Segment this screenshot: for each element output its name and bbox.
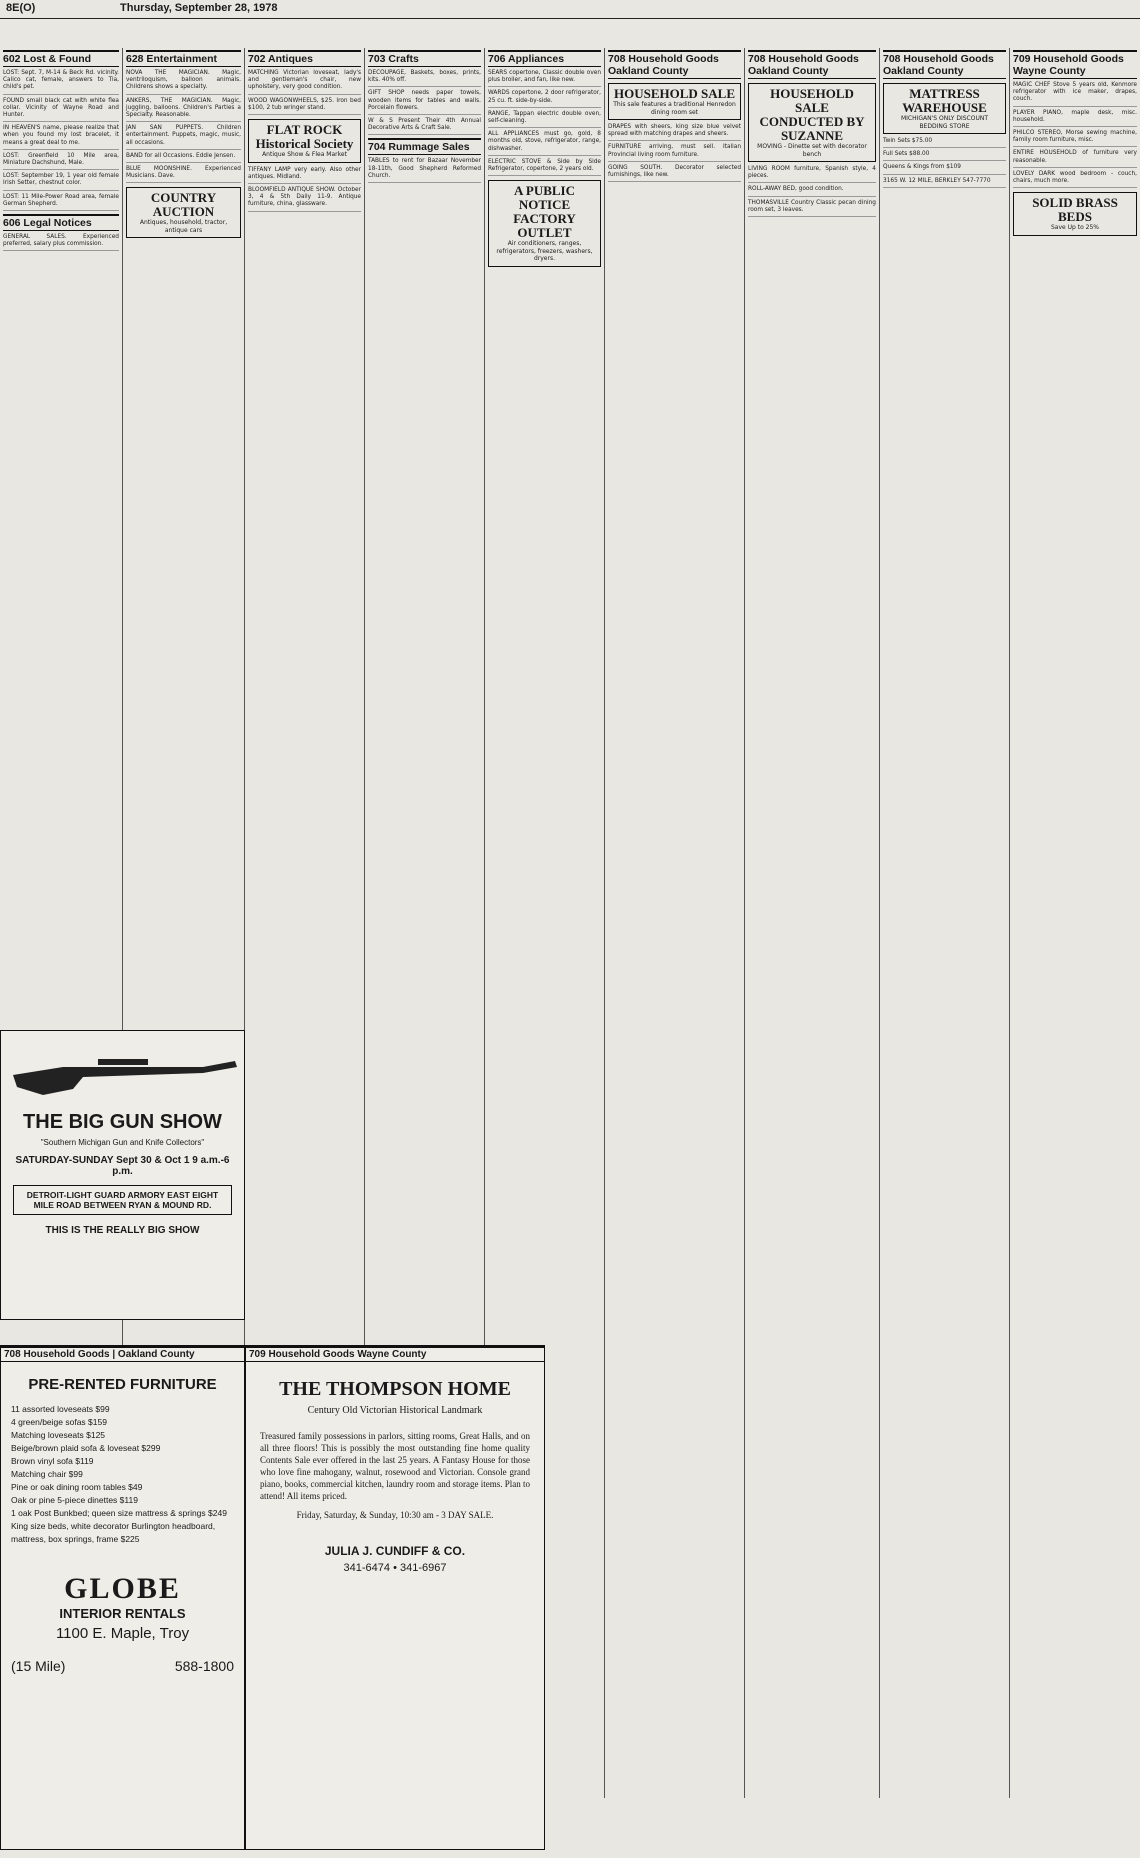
classified-ad: TABLES to rent for Bazaar November 18-11th, Good Shepherd Reformed Church. xyxy=(368,158,481,183)
display-ad-line: Antiques, household, tractor, antique cars xyxy=(139,219,228,234)
display-ad-line: Save Up to 25% xyxy=(1050,224,1099,232)
globe-phone: 588-1800 xyxy=(174,1658,234,1674)
classified-ad: PLAYER PIANO, maple desk, misc. household. xyxy=(1013,110,1137,127)
display-ad-title: FLAT ROCK Historical Society xyxy=(255,122,354,152)
gun-show-location: DETROIT-LIGHT GUARD ARMORY EAST EIGHT MILE ROAD BETWEEN RYAN & MOUND RD. xyxy=(13,1185,232,1215)
classified-ad: FOUND small black cat with white flea collar. Vicinity of Wayne Road and Hunter. xyxy=(3,98,119,123)
classified-ad: Full Sets $88.00 xyxy=(883,151,1006,161)
section-header: 708 Household Goods | Oakland County xyxy=(1,1346,244,1362)
section-header: 708 Household Goods Oakland County xyxy=(883,50,1006,79)
thompson-phones: 341-6474 • 341-6967 xyxy=(343,1562,447,1574)
section-header: 628 Entertainment xyxy=(126,50,241,67)
classified-ad: W & S Present Their 4th Annual Decorative Arts & Craft Sale. xyxy=(368,118,481,135)
column-household-wayne xyxy=(1010,48,1140,1798)
price-item: Pine or oak dining room tables $49 xyxy=(11,1482,143,1492)
price-item: Oak or pine 5-piece dinettes $119 xyxy=(11,1495,138,1505)
price-item: Brown vinyl sofa $119 xyxy=(11,1456,94,1466)
display-ad-title: SOLID BRASS BEDS xyxy=(1032,195,1118,225)
price-item: Matching loveseats $125 xyxy=(11,1430,106,1440)
price-item: Beige/brown plaid sofa & loveseat $299 xyxy=(11,1443,161,1453)
display-ad-title: A PUBLIC NOTICE FACTORY OUTLET xyxy=(513,183,576,241)
thompson-subtitle: Century Old Victorian Historical Landmark xyxy=(307,1405,483,1416)
classified-ad: JAN SAN PUPPETS. Children entertainment. Puppets, magic, music, all occasions. xyxy=(126,125,241,150)
section-header: 704 Rummage Sales xyxy=(368,138,481,155)
globe-price-list xyxy=(1,1403,244,1546)
classified-ad: BLOOMFIELD ANTIQUE SHOW. October 3, 4 & 5th Daily 11-9. Antique furniture, china, glassware. xyxy=(248,187,361,212)
section-header: 708 Household Goods Oakland County xyxy=(748,50,876,79)
classified-ad: DECOUPAGE, Baskets, boxes, prints, kits. 40% off. xyxy=(368,70,481,87)
section-header: 702 Antiques xyxy=(248,50,361,67)
thompson-dates: Friday, Saturday, & Sunday, 10:30 am - 3 DAY SALE. xyxy=(296,1510,494,1520)
column-household-oakland-2 xyxy=(745,48,880,1798)
display-ad-box xyxy=(608,83,741,120)
classified-ad: NOVA THE MAGICIAN. Magic, ventriloquism, balloon animals. Childrens shows a specialty. xyxy=(126,70,241,95)
globe-address: 1100 E. Maple, Troy xyxy=(55,1625,190,1642)
display-ad-box xyxy=(248,119,361,163)
classified-ad: THOMASVILLE Country Classic pecan dining room set, 3 leaves. xyxy=(748,200,876,217)
classified-ad: 3165 W. 12 MILE, BERKLEY 547-7770 xyxy=(883,178,1006,188)
classified-ad: RANGE, Tappan electric double oven, self-cleaning. xyxy=(488,111,601,128)
classified-ad: LOST: Sept. 7, M-14 & Beck Rd. vicinity. Calico cat, female, answers to Tia, child's pet. xyxy=(3,70,119,95)
classified-ad: MAGIC CHEF Stove 5 years old, Kenmore refrigerator with ice maker, drapes, couch. xyxy=(1013,82,1137,107)
display-ad-box xyxy=(488,180,601,267)
classified-ad: MATCHING Victorian loveseat, lady's and gentleman's chair, new upholstery, very good condition. xyxy=(248,70,361,95)
display-ad-title: COUNTRY AUCTION xyxy=(150,190,217,220)
classified-ad: LOST: 11 Mile-Power Road area, female German Shepherd. xyxy=(3,194,119,211)
globe-name: GLOBE xyxy=(64,1572,181,1605)
display-ad-box xyxy=(883,83,1006,134)
rifle-icon xyxy=(3,1037,243,1107)
classified-ad: ELECTRIC STOVE & Side by Side Refrigerator, copertone, 2 years old. xyxy=(488,159,601,176)
globe-title: PRE-RENTED FURNITURE xyxy=(28,1376,217,1393)
classified-ad: ENTIRE HOUSEHOLD of furniture very reasonable. xyxy=(1013,150,1137,167)
edition-label: 8E(O) xyxy=(6,2,36,14)
display-ad-line: MICHIGAN'S ONLY DISCOUNT BEDDING STORE xyxy=(900,115,988,130)
display-ad-box xyxy=(1013,192,1137,236)
issue-date: Thursday, September 28, 1978 xyxy=(120,2,278,14)
classified-ad: LOST: Greenfield 10 Mile area, Miniature Dachshund, Male. xyxy=(3,153,119,170)
gun-show-title: THE BIG GUN SHOW xyxy=(23,1111,222,1133)
classified-ad: ANKERS, THE MAGICIAN. Magic, juggling, balloons. Children's Parties a Specialty. Reasonable. xyxy=(126,98,241,123)
section-header: 706 Appliances xyxy=(488,50,601,67)
classified-ad: GOING SOUTH. Decorator selected furnishings, like new. xyxy=(608,165,741,182)
display-ad-title: MATTRESS WAREHOUSE xyxy=(902,86,987,115)
thompson-home-ad xyxy=(245,1345,545,1850)
classified-ad: GENERAL SALES. Experienced preferred, salary plus commission. xyxy=(3,234,119,251)
section-header: 703 Crafts xyxy=(368,50,481,67)
column-household-oakland-1 xyxy=(605,48,745,1798)
gun-show-ad xyxy=(0,1030,245,1320)
price-item: Matching chair $99 xyxy=(11,1469,83,1479)
classified-ad: WOOD WAGONWHEELS, $25. Iron bed $100, 2 tub wringer stand. xyxy=(248,98,361,115)
classified-ad: LIVING ROOM furniture, Spanish style, 4 pieces. xyxy=(748,166,876,183)
classified-ad: BAND for all Occasions. Eddie Jensen. xyxy=(126,153,241,163)
display-ad-line: Air conditioners, ranges, refrigerators, freezers, washers, dryers. xyxy=(496,240,593,263)
display-ad-title: HOUSEHOLD SALE xyxy=(613,86,735,101)
thompson-body: Treasured family possessions in parlors, sitting rooms, Great Halls, and on all three floors! This is possibly the most outstanding fine home quality Contents Sale ever offered in the last 25 years. A Fantasy House for those who love fine mahogany, walnut, rosewood and Victorian. Console grand piano, books, commercial kitchen, laundry room and storage items. Plan to attend! All items priced. xyxy=(260,1431,530,1501)
thompson-agent: JULIA J. CUNDIFF & CO. xyxy=(324,1544,466,1558)
thompson-title: THE THOMPSON HOME xyxy=(279,1378,511,1400)
classified-ad: PHILCO STEREO, Morse sewing machine, family room furniture, misc. xyxy=(1013,130,1137,147)
classified-ad: DRAPES with sheers, king size blue velvet spread with matching drapes and sheers. xyxy=(608,124,741,141)
classified-ad: Queens & Kings from $109 xyxy=(883,164,1006,174)
price-item: 11 assorted loveseats $99 xyxy=(11,1404,110,1414)
column-household-oakland-3 xyxy=(880,48,1010,1798)
classified-ad: LOST: September 19, 1 year old female Irish Setter, chestnut color. xyxy=(3,173,119,190)
section-header: 602 Lost & Found xyxy=(3,50,119,67)
classified-ad: BLUE MOONSHINE. Experienced Musicians. Dave. xyxy=(126,166,241,183)
price-item: King size beds, white decorator Burlington headboard, mattress, box springs, frame $225 xyxy=(11,1521,216,1544)
gun-show-hours: SATURDAY-SUNDAY Sept 30 & Oct 1 9 a.m.-6 p.m. xyxy=(15,1155,230,1177)
price-item: 1 oak Post Bunkbed; queen size mattress & springs $249 xyxy=(11,1508,227,1518)
price-item: 4 green/beige sofas $159 xyxy=(11,1417,107,1427)
display-ad-box xyxy=(748,83,876,162)
globe-footer xyxy=(1,1642,244,1674)
display-ad-box xyxy=(126,187,241,238)
display-ad-title: HOUSEHOLD SALE CONDUCTED BY SUZANNE xyxy=(759,86,865,143)
section-header: 606 Legal Notices xyxy=(3,214,119,231)
masthead xyxy=(0,0,1140,19)
globe-miles: (15 Mile) xyxy=(11,1658,66,1674)
classified-ad: TIFFANY LAMP very early. Also other antiques. Midland. xyxy=(248,167,361,184)
display-ad-line: This sale features a traditional Henredon dining room set xyxy=(613,101,736,116)
globe-subtitle: INTERIOR RENTALS xyxy=(59,1606,186,1621)
classified-ad: GIFT SHOP needs paper towels, wooden items for tables and walls. Porcelain flowers. xyxy=(368,90,481,115)
section-header: 708 Household Goods Oakland County xyxy=(608,50,741,79)
classified-ad: IN HEAVEN'S name, please realize that when you found my lost bracelet, it means a great deal to me. xyxy=(3,125,119,150)
classified-ad: FURNITURE arriving, must sell. Italian Provincial living room furniture. xyxy=(608,144,741,161)
globe-rentals-ad xyxy=(0,1345,245,1850)
gun-show-subtitle: "Southern Michigan Gun and Knife Collectors" xyxy=(40,1138,205,1147)
classified-ad: SEARS copertone, Classic double oven plus broiler, and fan, like new. xyxy=(488,70,601,87)
gun-show-footer: THIS IS THE REALLY BIG SHOW xyxy=(45,1225,200,1236)
classified-ad: WARDS copertone, 2 door refrigerator, 25 cu. ft. side-by-side. xyxy=(488,90,601,107)
classified-ad: Twin Sets $75.00 xyxy=(883,138,1006,148)
classified-ad: ROLL-AWAY BED, good condition. xyxy=(748,186,876,196)
display-ad-line: MOVING - Dinette set with decorator bench xyxy=(757,143,867,158)
section-header: 709 Household Goods Wayne County xyxy=(246,1346,544,1362)
classified-ad: ALL APPLIANCES must go, gold, 8 months old, stove, refrigerator, range, dishwasher. xyxy=(488,131,601,156)
section-header: 709 Household Goods Wayne County xyxy=(1013,50,1137,79)
classified-ad: LOVELY DARK wood bedroom - couch, chairs, much more. xyxy=(1013,171,1137,188)
display-ad-line: Antique Show & Flea Market xyxy=(262,151,347,159)
